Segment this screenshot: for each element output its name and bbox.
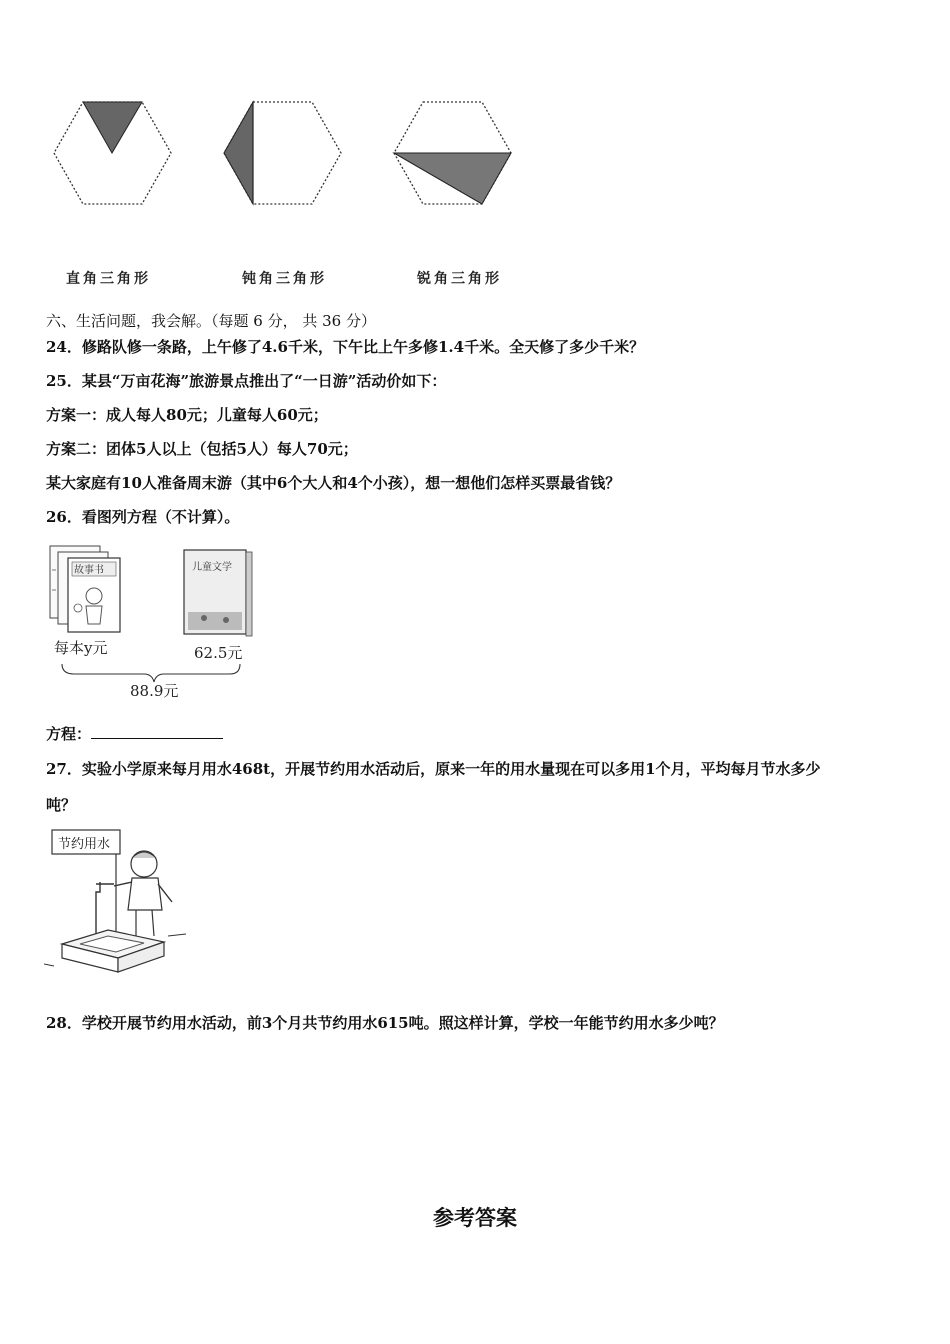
question-28: 28．学校开展节约用水活动，前3个月共节约用水615吨。照这样计算，学校一年能节约用水多少吨？ [46,1014,724,1032]
story-book-title: 故事书 [74,565,104,576]
question-26: 26．看图列方程（不计算）。 [46,508,240,526]
question-27-line1: 27．实验小学原来每月用水468t，开展节约用水活动后，原来一年的用水量现在可以多用1个月，平均每月节水多少 [46,760,821,778]
label-total: 88.9元 [130,682,179,700]
hexagon-obtuse-triangle [224,102,341,204]
equation-blank[interactable] [91,724,223,739]
equation-row [46,723,223,744]
hexagon-caption-3: 锐角三角形 [417,271,502,287]
literature-book-title: 儿童文学 [192,562,232,573]
books-illustration [44,540,264,705]
equation-label: 方程： [46,725,92,743]
water-saving-sign: 节约用水 [58,837,111,852]
question-25-intro: 25．某县“万亩花海”旅游景点推出了“一日游”活动价如下： [46,372,447,390]
question-25-plan2: 方案二：团体5人以上（包括5人）每人70元； [46,440,358,458]
question-24: 24．修路队修一条路，上午修了4.6千米，下午比上午多修1.4千米。全天修了多少千米？ [46,338,645,356]
hexagon-acute-triangle [394,102,511,204]
question-25-plan1: 方案一：成人每人80元；儿童每人60元； [46,406,328,424]
section-six-heading: 六、生活问题，我会解。（每题 6 分， 共 36 分） [46,312,376,330]
question-27-line2: 吨？ [46,796,77,814]
question-25-question: 某大家庭有10人准备周末游（其中6个大人和4个小孩），想一想他们怎样买票最省钱？ [46,474,621,492]
story-books [50,546,120,632]
label-each-book: 每本y元 [54,639,108,657]
hexagon-caption-1: 直角三角形 [66,271,151,287]
label-literature-price: 62.5元 [194,644,243,662]
hexagon-figures [40,90,540,215]
answer-title: 参考答案 [433,1205,517,1230]
water-saving-illustration [44,826,189,976]
hexagon-caption-2: 钝角三角形 [242,271,327,287]
hexagon-right-triangle [54,102,171,204]
